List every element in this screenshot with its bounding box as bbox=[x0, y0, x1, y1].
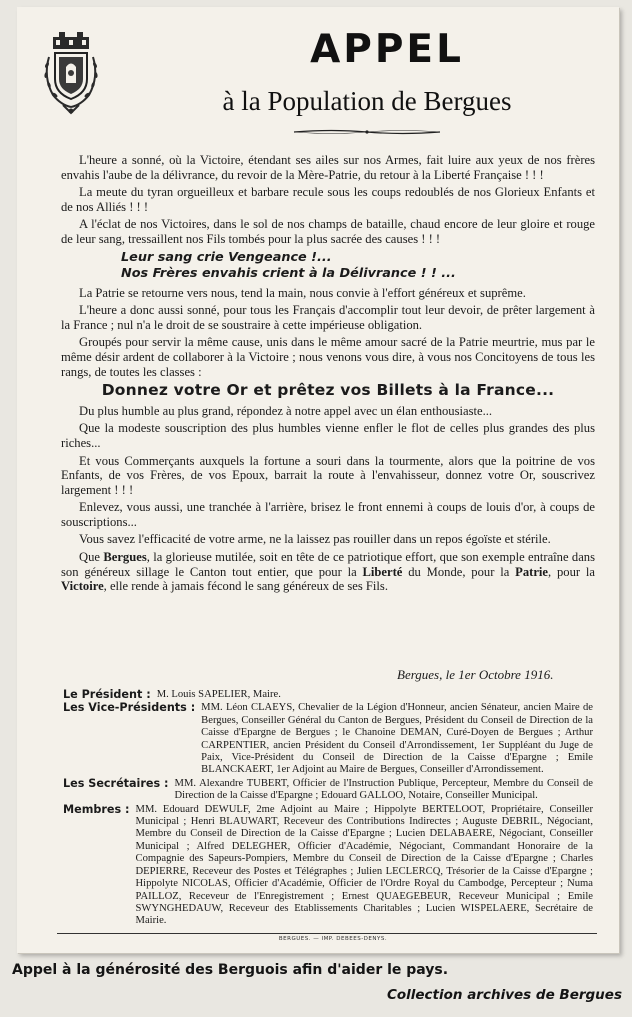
committee-role: Le Président : bbox=[63, 688, 151, 701]
paragraph: L'heure a donc aussi sonné, pour tous les Français d'accomplir tout leur devoir, de prêter largement à la France ; nul n'a le droit de se soustraire à cette impérieuse obligation. bbox=[61, 303, 595, 332]
paragraph: Enlevez, vous aussi, une tranchée à l'arrière, brisez le front ennemi à coups de louis d'or, à coups de souscriptions... bbox=[61, 500, 595, 529]
paragraph: Et vous Commerçants auxquels la fortune a souri dans la tourmente, alors que la poitrine de vos Enfants, de vos Frères, de vos Epoux, barrait la route à l'envahisseur, donnez votre Or, souscrivez largement ! ! ! bbox=[61, 453, 595, 497]
liberte-emphasis: Liberté bbox=[362, 564, 403, 579]
paragraph: L'heure a sonné, où la Victoire, étendant ses ailes sur nos Armes, fait luire aux yeux de nos frères envahis l'aube de la délivrance, du revoir de la Mère-Patrie, du retour à la Liberté Française ! ! ! bbox=[61, 153, 595, 182]
vengeance-cry: Leur sang crie Vengeance !... bbox=[121, 249, 332, 265]
poster-subtitle: à la Population de Bergues bbox=[222, 86, 512, 116]
poster-title: APPEL bbox=[310, 27, 464, 72]
paragraph: Que la modeste souscription des plus humbles vienne enfler le flot de celles plus grandes des plus riches... bbox=[61, 421, 595, 450]
text-run: , la glorieuse mutilée, soit en tête de ce patriotique effort, que son exemple entraîne dans son généreux sillage le Canton tout entier, que pour la bbox=[61, 550, 595, 579]
divider-ornament-icon bbox=[292, 127, 442, 137]
committee-names: M. Louis SAPELIER, Maire. bbox=[156, 689, 281, 700]
text-run: , elle rende à jamais fécond le sang généreux de ses Fils. bbox=[103, 579, 388, 594]
committee-names: MM. Alexandre TUBERT, Officier de l'Instruction Publique, Percepteur, Membre du Conseil de Direction de la Caisse d'Epargne ; Edouard GALLOO, Notaire, Conseiller Municipal. bbox=[174, 777, 593, 802]
poster bbox=[17, 7, 619, 953]
printer-divider bbox=[57, 933, 597, 934]
committee-role: Les Vice-Présidents : bbox=[63, 701, 196, 715]
text-run: Que bbox=[79, 550, 104, 565]
paragraph: A l'éclat de nos Victoires, dans le sol de nos champs de bataille, chaud encore de leur gloire et rouge de leur sang, tressaillent nos Fils tombés pour la plus sacrée des causes ! ! ! bbox=[61, 217, 595, 246]
image-caption: Appel à la générosité des Berguois afin d'aider le pays. bbox=[12, 962, 449, 978]
printer-imprint: BERGUES. — IMP. DEBEES-DENYS. bbox=[278, 936, 388, 942]
committee-row bbox=[63, 702, 593, 776]
committee-names: MM. Edouard DEWULF, 2me Adjoint au Maire ; Hippolyte BERTELOOT, Propriétaire, Conseiller Municipal ; Henri BLAUWART, Receveur des Contributions Indirectes ; Auguste DEBRIL, Négociant, Membre du Conseil de Direction de la Caisse d'Epargne ; Lucien DELABAERE, Négociant, Conseiller Municipal ; Alfred DELEGHER, Officier d'Académie, Négociant, Commandant Honoraire de la Compagnie des Sapeurs-Pompiers, Membre du Conseil de Direction de la Caisse d'Epargne ; Charles DEPIERRE, Receveur des Postes et Télégraphes ; Julien LECLERCQ, Trésorier de la Caisse d'Epargne ; Hippolyte NICOLAS, Officier d'Académie, Officier de l'Ordre Royal du Cambodge, Percepteur ; Numa PAILLOZ, Receveur de l'Enregistrement ; Ernest QUAEGEBEUR, Receveur Municipal ; Emile SWYNGHEDAUW, Receveur des Etablissements Charitables ; Lucien WISPELAERE, Secrétaire de Mairie. bbox=[135, 803, 593, 927]
deliverance-cry: Nos Frères envahis crient à la Délivrance ! ! ... bbox=[121, 265, 456, 281]
victoire-emphasis: Victoire bbox=[61, 579, 104, 594]
committee-list bbox=[63, 689, 593, 929]
committee-role: Membres : bbox=[63, 802, 130, 816]
committee-row bbox=[63, 804, 593, 928]
appeal-text bbox=[61, 153, 595, 597]
text-run: , pour la bbox=[548, 564, 595, 579]
committee-role: Les Secrétaires : bbox=[63, 776, 169, 790]
committee-row bbox=[63, 778, 593, 803]
text-run: du Monde, pour la bbox=[402, 564, 516, 579]
collection-credit: Collection archives de Bergues bbox=[386, 987, 622, 1003]
committee-names: MM. Léon CLAEYS, Chevalier de la Légion d'Honneur, ancien Sénateur, ancien Maire de Bergues, Conseiller Général du Canton de Bergues, Président du Conseil de Direction de la Caisse d'Epargne de Bergues ; le Chanoine DEMAN, Curé-Doyen de Bergues ; Arthur CARPENTIER, ancien Président du Conseil d'Arrondissement, 1er Suppléant du Juge de Paix, Vice-Président du Conseil de Direction de la Caisse d'Epargne ; Emile BLANCKAERT, 1er Adjoint au Maire de Bergues, Conseiller d'Arrondissement. bbox=[201, 702, 593, 776]
call-to-action: Donnez votre Or et prêtez vos Billets à la France... bbox=[101, 381, 555, 400]
final-paragraph bbox=[61, 550, 595, 594]
coat-of-arms-icon bbox=[39, 27, 103, 115]
patrie-emphasis: Patrie bbox=[515, 564, 549, 579]
bergues-emphasis: Bergues bbox=[103, 550, 147, 565]
paragraph: Groupés pour servir la même cause, unis dans le même amour sacré de la Patrie meurtrie, mus par le même désir ardent de collaborer à la Victoire ; nous venons vous dire, à vous nos Concitoyens de tous les rangs, de toutes les classes : bbox=[61, 335, 595, 379]
dateline: Bergues, le 1er Octobre 1916. bbox=[397, 667, 554, 682]
committee-row bbox=[63, 689, 593, 701]
paragraph: Du plus humble au plus grand, répondez à notre appel avec un élan enthousiaste... bbox=[79, 403, 493, 418]
paragraph: La meute du tyran orgueilleux et barbare recule sous les coups redoublés de nos Glorieux Enfants et de nos Alliés ! ! ! bbox=[61, 185, 595, 214]
paragraph: Vous savez l'efficacité de votre arme, ne la laissez pas rouiller dans un repos égoïste et stérile. bbox=[79, 532, 551, 547]
paragraph: La Patrie se retourne vers nous, tend la main, nous convie à l'effort généreux et suprême. bbox=[79, 285, 526, 300]
